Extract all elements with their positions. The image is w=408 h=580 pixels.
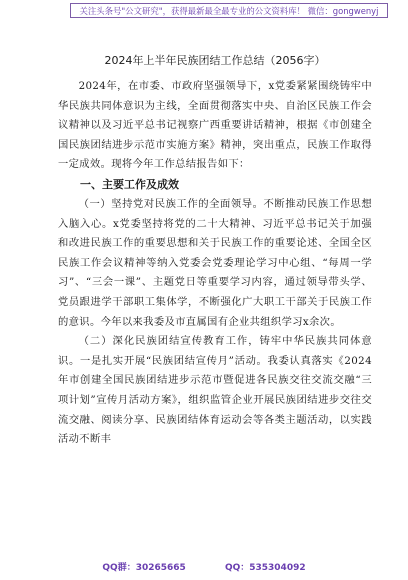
section-paragraph-1: （一）坚持党对民族工作的全面领导。不断推动民族工作思想入脑入心。x党委坚持将党的二十大精神、习近平总书记关于加强和改进民族工作的重要思想和关于民族工作的重要论述、全国全区民族工作会议精神等纳入党委会党委理论学习中心组、“每周一学习”、“三会一课”、主题党日等重要学习内容，通过领导带头学、党员跟进学干部职工集体学，不断强化广大职工干部关于民族工作的意识。今年以来我委及市直属国有企业共组织学习x余次。 bbox=[58, 197, 372, 328]
qq-contact-text: QQ：535304092 bbox=[224, 563, 306, 573]
section-paragraph-2: （二）深化民族团结宣传教育工作，铸牢中华民族共同体意识。一是扎实开展“民族团结宣传月”活动。我委认真落实《2024年市创建全国民族团结进步示范市暨促进各民族交往交流交融“三项计划”宣传月活动方案》，组织监管企业开展民族团结进步交往交流交融、阅读分享、民族团结体育运动会等各类主题活动，以实践活动不断丰 bbox=[58, 335, 372, 446]
qq-group-text: QQ群：30265665 bbox=[102, 563, 186, 573]
section-heading: 一、主要工作及成效 bbox=[80, 177, 179, 191]
promo-banner-text: 关注头条号"公文研究"，获得最新最全最专业的公文资料库！ 微信：gongwenyj bbox=[79, 6, 379, 16]
contact-footer bbox=[0, 560, 408, 573]
document-title: 2024年上半年民族团结工作总结（2056字） bbox=[104, 54, 326, 67]
intro-paragraph: 2024年，在市委、市政府坚强领导下，x党委紧紧围绕铸牢中华民族共同体意识为主线，全面贯彻落实中央、自治区民族工作会议精神以及习近平总书记视察广西重要讲话精神，根据《市创建全国民族团结进步示范市实施方案》精神，突出重点，民族工作取得一定成效。现将今年工作总结报告如下： bbox=[58, 80, 372, 171]
promo-banner bbox=[70, 3, 388, 18]
document-body bbox=[58, 52, 372, 450]
